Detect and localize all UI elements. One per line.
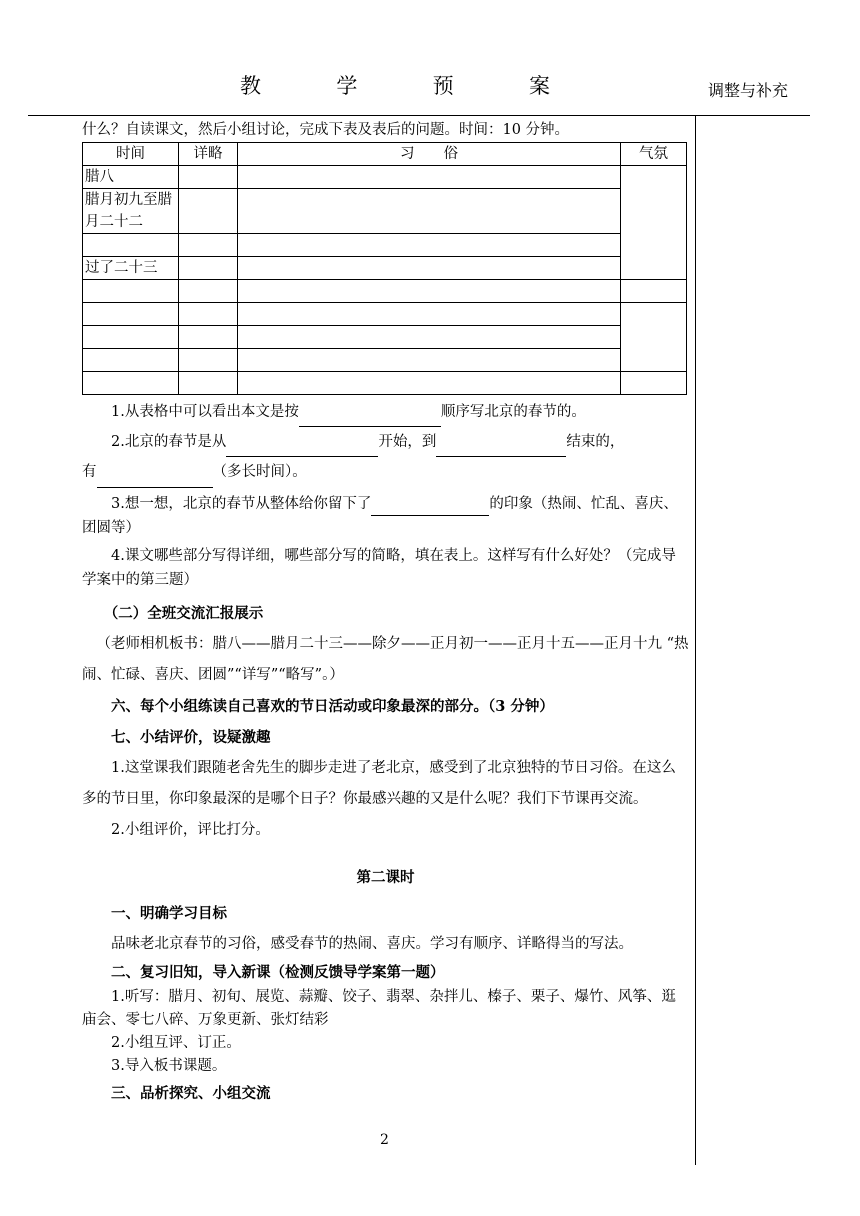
custom-cell[interactable]	[238, 326, 621, 349]
detail-cell[interactable]	[179, 372, 238, 395]
atmosphere-cell[interactable]	[621, 280, 687, 303]
custom-cell[interactable]	[238, 189, 621, 234]
question-1: 1.从表格中可以看出本文是按 顺序写北京的春节的。	[82, 397, 689, 427]
table-header-row	[83, 143, 687, 166]
time-cell[interactable]	[83, 303, 179, 326]
section-b-heading: （二）全班交流汇报展示	[103, 605, 264, 622]
lesson-2-s3-heading: 三、品析探究、小组交流	[111, 1085, 271, 1102]
table-row	[83, 326, 687, 349]
answer-blank[interactable]	[299, 408, 441, 427]
table-row	[83, 280, 687, 303]
question-2-cont: 有 （多长时间）。	[82, 457, 689, 488]
time-cell[interactable]	[83, 372, 179, 395]
lesson-2-s1-heading: 一、明确学习目标	[111, 905, 227, 922]
table-row	[83, 349, 687, 372]
board-notes: （老师相机板书：腊八——腊月二十三——除夕——正月初一——正月十五——正月十九 “热闹、忙碌、喜庆、团圆”“详写”“略写”。）	[82, 636, 689, 683]
custom-cell[interactable]	[238, 280, 621, 303]
header-custom: 习 俗	[238, 143, 621, 166]
detail-cell[interactable]	[179, 280, 238, 303]
atmosphere-cell[interactable]	[621, 372, 687, 395]
question-3: 3.想一想，北京的春节从整体给你留下了 的印象（热闹、忙乱、喜庆、团圆等）	[82, 496, 678, 536]
title-char-4: 案	[528, 74, 550, 98]
detail-cell[interactable]	[179, 189, 238, 234]
custom-cell[interactable]	[238, 166, 621, 189]
detail-cell[interactable]	[179, 257, 238, 280]
detail-cell[interactable]	[179, 349, 238, 372]
time-cell: 过了二十三	[83, 257, 179, 280]
time-cell	[83, 234, 179, 257]
header-time: 时间	[83, 143, 179, 166]
answer-blank[interactable]	[371, 497, 489, 516]
atmosphere-cell[interactable]	[621, 303, 687, 372]
detail-cell[interactable]	[179, 303, 238, 326]
page-title	[240, 70, 550, 100]
side-column-title: 调整与补充	[708, 81, 789, 100]
section-7-heading: 七、小结评价，设疑激趣	[111, 729, 271, 746]
custom-cell[interactable]	[238, 372, 621, 395]
table-row	[83, 257, 687, 280]
title-char-1: 教	[240, 74, 261, 98]
header-detail: 详略	[179, 143, 238, 166]
lesson-2-s1-text: 品味老北京春节的习俗，感受春节的热闹、喜庆。学习有顺序、详略得当的写法。	[111, 936, 633, 952]
section-6-heading: 六、每个小组练读自己喜欢的节日活动或印象最深的部分。（3 分钟）	[111, 698, 554, 715]
lesson-2-s2-p2: 2.小组互评、订正。	[111, 1035, 241, 1051]
lesson-2-s2-p3: 3.导入板书课题。	[111, 1058, 227, 1074]
custom-table	[82, 142, 687, 395]
table-row	[83, 166, 687, 189]
custom-cell[interactable]	[238, 234, 621, 257]
time-cell: 腊八	[83, 166, 179, 189]
time-cell[interactable]	[83, 280, 179, 303]
lesson-2-title: 第二课时	[356, 869, 415, 886]
question-4: 4.课文哪些部分写得详细，哪些部分写的简略，填在表上。这样写有什么好处？（完成导学案中的第三题）	[82, 548, 676, 588]
custom-cell[interactable]	[238, 257, 621, 280]
time-cell: 腊月初九至腊月二十二	[83, 189, 179, 234]
lesson-2-s2-p1: 1.听写：腊月、初旬、展览、蒜瓣、饺子、翡翠、杂拌儿、榛子、栗子、爆竹、风筝、逛庙会、零七八碎、万象更新、张灯结彩	[82, 989, 676, 1028]
atmosphere-cell[interactable]	[621, 166, 687, 280]
detail-cell[interactable]	[179, 234, 238, 257]
answer-blank[interactable]	[97, 469, 213, 488]
section-7-p1: 1.这堂课我们跟随老舍先生的脚步走进了老北京，感受到了北京独特的节日习俗。在这么多的节日里，你印象最深的是哪个日子？你最感兴趣的又是什么呢？我们下节课再交流。	[82, 760, 676, 807]
side-column-divider	[695, 115, 696, 1165]
intro-text: 什么？自读课文，然后小组讨论，完成下表及表后的问题。时间：10 分钟。	[82, 122, 570, 138]
main-content	[82, 118, 689, 1109]
detail-cell[interactable]	[179, 326, 238, 349]
time-cell[interactable]	[83, 326, 179, 349]
table-row	[83, 372, 687, 395]
lesson-2-s2-heading: 二、复习旧知，导入新课（检测反馈导学案第一题）	[111, 964, 445, 981]
section-7-p2: 2.小组评价，评比打分。	[111, 822, 270, 838]
header-atmosphere: 气氛	[621, 143, 687, 166]
answer-blank[interactable]	[436, 438, 566, 457]
custom-cell[interactable]	[238, 303, 621, 326]
question-2: 2.北京的春节是从 开始，到 结束的，	[82, 427, 689, 457]
time-cell[interactable]	[83, 349, 179, 372]
detail-cell[interactable]	[179, 166, 238, 189]
table-row	[83, 189, 687, 234]
custom-cell[interactable]	[238, 349, 621, 372]
header-divider	[28, 115, 810, 116]
table-row	[83, 303, 687, 326]
page-number: 2	[380, 1132, 389, 1148]
title-char-3: 预	[432, 74, 454, 98]
title-char-2: 学	[336, 74, 358, 98]
table-row	[83, 234, 687, 257]
answer-blank[interactable]	[226, 438, 378, 457]
